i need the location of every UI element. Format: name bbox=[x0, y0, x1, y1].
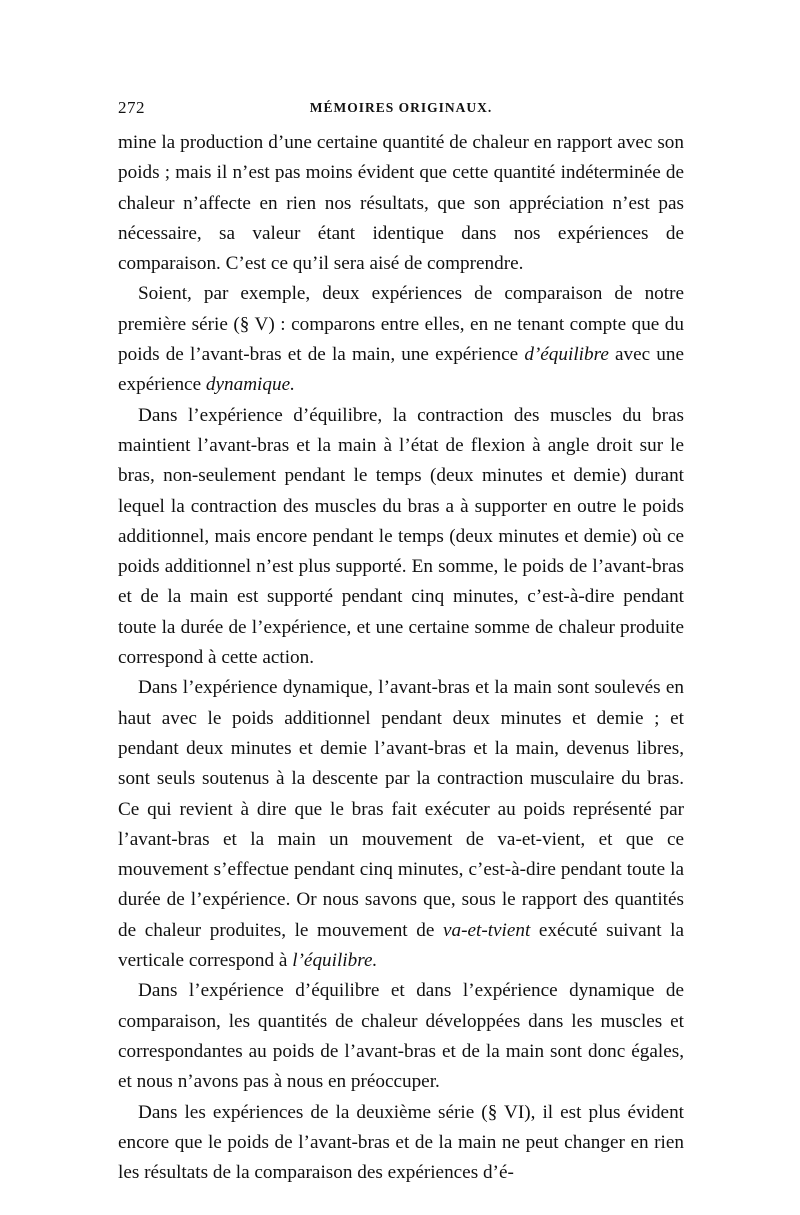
paragraph bbox=[118, 673, 684, 976]
italic-text: l’équilibre. bbox=[292, 950, 378, 972]
paragraph bbox=[118, 1098, 684, 1189]
paragraph bbox=[118, 279, 684, 400]
text-run: exécuté suivant la verticale correspond à bbox=[118, 919, 685, 972]
paragraph bbox=[118, 128, 684, 279]
italic-text: dynamique. bbox=[205, 374, 295, 396]
italic-text: va-et-tvient bbox=[442, 919, 531, 941]
running-head: MÉMOIRES ORIGINAUX. bbox=[309, 100, 493, 115]
text-run: Soient, par exemple, deux expériences de comparaison de notre première série (§ V) : comparons entre elles, en ne tenant compte que du poids de l’avant-bras et de la main, une expérience bbox=[118, 283, 684, 366]
text-run: Dans l’expérience d’équilibre, la contraction des muscles du bras maintient l’avant-bras et la main à l’état de flexion à angle droit sur le bras, non-seulement pendant le temps (deux minutes et demie) durant lequel la contraction des muscles du bras a à supporter en outre le poids additionnel, mais encore pendant le temps (deux minutes et demie) où ce poids additionnel n’est plus supporté. En somme, le poids de l’avant-bras et de la main est supporté pendant cinq minutes, c’est-à-dire pendant toute la durée de l’expérience, et une certaine somme de chaleur produite correspond à cette action. bbox=[118, 404, 684, 669]
text-run: avec une expérience bbox=[118, 344, 684, 396]
paragraph bbox=[118, 401, 684, 674]
page-number: 272 bbox=[118, 98, 145, 117]
text-run: mine la production d’une certaine quantité de chaleur en rapport avec son poids ; mais il n’est pas moins évident que cette quantité indéterminée de chaleur n’affecte en rien nos résultats, que son appréciation n’est pas nécessaire, sa valeur étant identique dans nos expériences de comparaison. C’est ce qu’il sera aisé de comprendre. bbox=[118, 132, 684, 275]
text-run: Dans les expériences de la deuxième série (§ VI), il est plus évident encore que le poids de l’avant-bras et de la main ne peut changer en rien les résultats de la comparaison des expériences d’é- bbox=[118, 1101, 684, 1184]
text-run: Dans l’expérience d’équilibre et dans l’expérience dynamique de comparaison, les quantités de chaleur développées dans les muscles et correspondantes au poids de l’avant-bras et de la main sont donc égales, et nous n’avons pas à nous en préoccuper. bbox=[118, 980, 684, 1093]
text-run: Dans l’expérience dynamique, l’avant-bras et la main sont soulevés en haut avec le poids additionnel pendant deux minutes et demie ; et pendant deux minutes et demie l’avant-bras et la main, devenus libres, sont seuls soutenus à la descente par la contraction musculaire du bras. Ce qui revient à dire que le bras fait exécuter au poids représenté par l’avant-bras et la main un mouvement de va-et-vient, et que ce mouvement s’effectue pendant cinq minutes, c’est-à-dire pendant toute la durée de l’expérience. Or nous savons que, sous le rapport des quantités de chaleur produites, le mouvement de bbox=[118, 677, 684, 941]
paragraph bbox=[118, 976, 684, 1097]
italic-text: d’équilibre bbox=[524, 344, 609, 366]
body-text bbox=[118, 128, 684, 1188]
page-header bbox=[118, 98, 684, 122]
